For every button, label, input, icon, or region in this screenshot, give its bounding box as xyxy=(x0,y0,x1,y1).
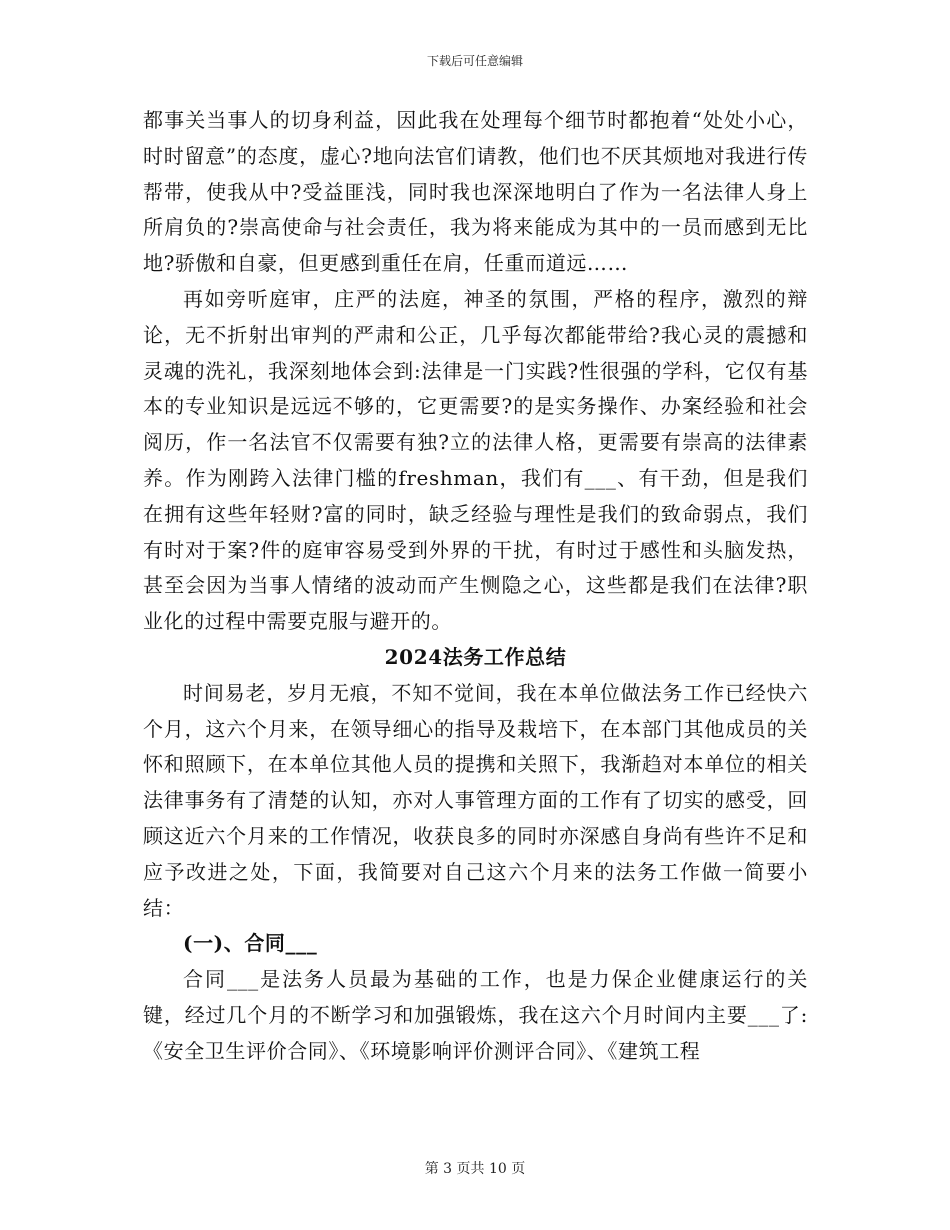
page-header: 下载后可任意编辑 xyxy=(426,54,523,68)
document-title: 2024法务工作总结 xyxy=(384,644,567,669)
section-heading-contract: (一)、合同___ xyxy=(183,931,318,956)
paragraph-court-hearing: 再如旁听庭审，庄严的法庭，神圣的氛围，严格的程序，激烈的辩论，无不折射出审判的严肃和公正，几乎每次都能带给?我心灵的震撼和灵魂的洗礼，我深刻地体会到:法律是一门实践?性很强的学科，它仅有基本的专业知识是远远不够的，它更需要?的是实务操作、办案经验和社会阅历，作一名法官不仅需要有独?立的法律人格，更需要有崇高的法律素养。作为刚跨入法律门槛的freshman，我们有___、有干劲，但是我们在拥有这些年轻财?富的同时，缺乏经验与理性是我们的致命弱点，我们有时对于案?件的庭审容易受到外界的干扰，有时过于感性和头脑发热，甚至会因为当事人情绪的波动而产生恻隐之心，这些都是我们在法律?职业化的过程中需要克服与避开的。 xyxy=(143,286,808,634)
paragraph-contract: 合同___是法务人员最为基础的工作，也是力保企业健康运行的关键，经过几个月的不断学习和加强锻炼，我在这六个月时间内主要___了:《安全卫生评价合同》、《环境影响评价测评合同》、《建筑工程 xyxy=(143,967,808,1063)
paragraph-intro: 时间易老，岁月无痕，不知不觉间，我在本单位做法务工作已经快六个月，这六个月来，在领导细心的指导及栽培下，在本部门其他成员的关怀和照顾下，在本单位其他人员的提携和关照下，我渐趋对本单位的相关法律事务有了清楚的认知，亦对人事管理方面的工作有了切实的感受，回顾这近六个月来的工作情况，收获良多的同时亦深感自身尚有些许不足和应予改进之处，下面，我简要对自己这六个月来的法务工作做一简要小结： xyxy=(143,680,808,920)
page-footer: 第 3 页共 10 页 xyxy=(424,1161,526,1177)
document-body xyxy=(143,103,808,1070)
paragraph-continuation: 都事关当事人的切身利益，因此我在处理每个细节时都抱着“处处小心，时时留意”的态度，虚心?地向法官们请教，他们也不厌其烦地对我进行传帮带，使我从中?受益匪浅，同时我也深深地明白了作为一名法律人身上所肩负的?崇高使命与社会责任，我为将来能成为其中的一员而感到无比地?骄傲和自豪，但更感到重任在肩，任重而道远…… xyxy=(143,108,808,276)
